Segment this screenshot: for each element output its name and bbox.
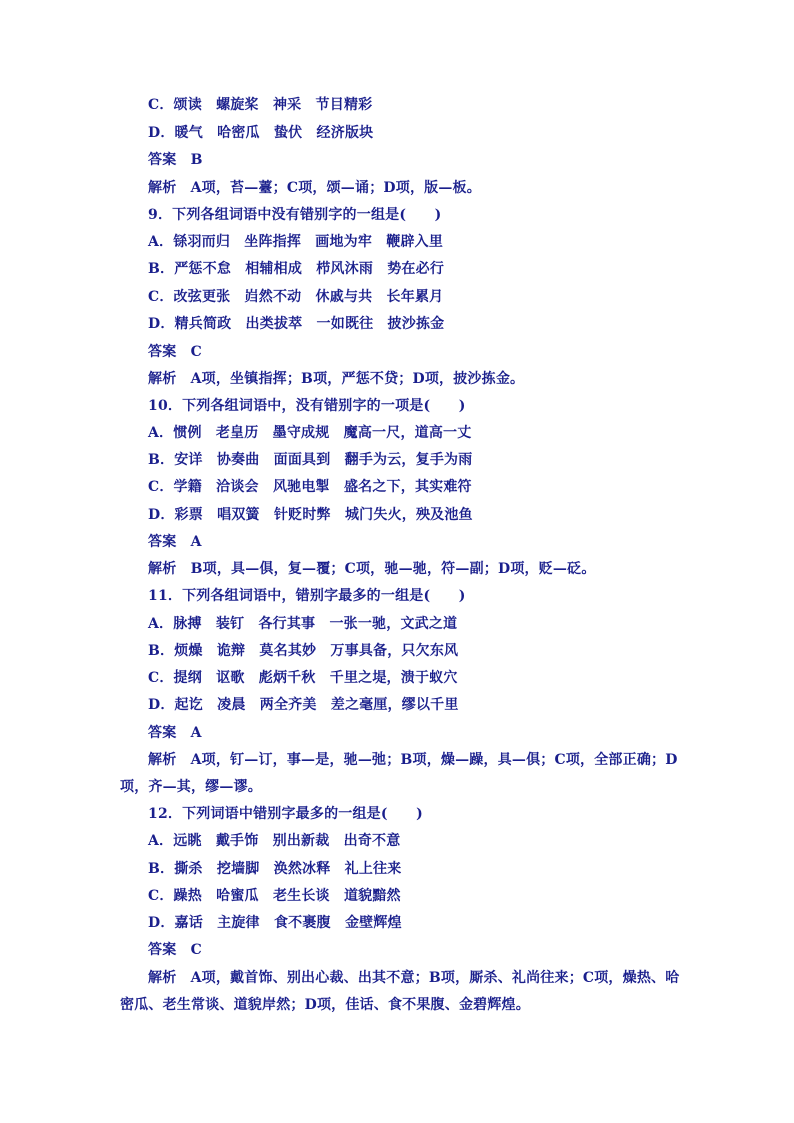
q12-option-c: C．躁热 哈蜜瓜 老生长谈 道貌黯然: [148, 888, 401, 904]
q10-option-d: D．彩票 唱双簧 针贬时弊 城门失火，殃及池鱼: [148, 507, 473, 523]
q12-explanation-cont: 密瓜、老生常谈、道貌岸然；D项，佳话、食不果腹、金碧辉煌。: [120, 997, 530, 1013]
q11-explanation: 解析 A项，钉—订，事—是，驰—弛；B项，燥—躁，具—俱；C项，全部正确；D: [148, 752, 678, 768]
q11-explanation-cont: 项，齐—其，缪—谬。: [120, 779, 262, 795]
q10-option-a: A．惯例 老皇历 墨守成规 魔高一尺，道高一丈: [148, 425, 472, 441]
q9-option-d: D．精兵简政 出类拔萃 一如既往 披沙拣金: [148, 316, 445, 332]
q12-option-a: A．远眺 戴手饰 别出新裁 出奇不意: [148, 833, 401, 849]
question-12: 12．下列词语中错别字最多的一组是( ): [148, 806, 423, 822]
question-10: 10．下列各组词语中，没有错别字的一项是( ): [148, 398, 466, 414]
answer-line: 答案 B: [148, 152, 203, 168]
q9-option-a: A．铩羽而归 坐阵指挥 画地为牢 鞭辟入里: [148, 234, 444, 250]
q12-option-b: B．撕杀 挖墙脚 涣然冰释 礼上往来: [148, 861, 402, 877]
question-11: 11．下列各组词语中，错别字最多的一组是( ): [148, 588, 466, 604]
q12-answer: 答案 C: [148, 942, 202, 958]
question-9: 9．下列各组词语中没有错别字的一组是( ): [148, 207, 442, 223]
q9-answer: 答案 C: [148, 344, 202, 360]
option-c-line: C．颂读 螺旋桨 神采 节目精彩: [148, 97, 373, 113]
q9-explanation: 解析 A项，坐镇指挥；B项，严惩不贷；D项，披沙拣金。: [148, 371, 525, 387]
q12-explanation: 解析 A项，戴首饰、别出心裁、出其不意；B项，厮杀、礼尚往来；C项，燥热、哈: [148, 970, 680, 986]
q11-option-b: B．烦燥 诡辩 莫名其妙 万事具备，只欠东风: [148, 643, 459, 659]
q10-option-b: B．安详 协奏曲 面面具到 翻手为云，复手为雨: [148, 452, 473, 468]
option-d-line: D．暖气 哈密瓜 蛰伏 经济版块: [148, 125, 374, 141]
q11-option-a: A．脉搏 装钉 各行其事 一张一驰，文武之道: [148, 616, 458, 632]
q10-answer: 答案 A: [148, 534, 202, 550]
q9-option-b: B．严惩不怠 相辅相成 栉风沐雨 势在必行: [148, 261, 445, 277]
q9-option-c: C．改弦更张 岿然不动 休戚与共 长年累月: [148, 289, 444, 305]
q11-answer: 答案 A: [148, 725, 202, 741]
q10-option-c: C．学籍 洽谈会 风驰电掣 盛名之下，其实难符: [148, 479, 472, 495]
q11-option-c: C．提纲 讴歌 彪炳千秋 千里之堤，溃于蚁穴: [148, 670, 458, 686]
q12-option-d: D．嘉话 主旋律 食不裹腹 金壁辉煌: [148, 915, 402, 931]
q10-explanation: 解析 B项，具—俱，复—覆；C项，驰—驰，符—副；D项，贬—砭。: [148, 561, 596, 577]
explanation-line: 解析 A项，苔—薹；C项，颂—诵；D项，版—板。: [148, 180, 481, 196]
q11-option-d: D．起讫 凌晨 两全齐美 差之毫厘，缪以千里: [148, 697, 459, 713]
